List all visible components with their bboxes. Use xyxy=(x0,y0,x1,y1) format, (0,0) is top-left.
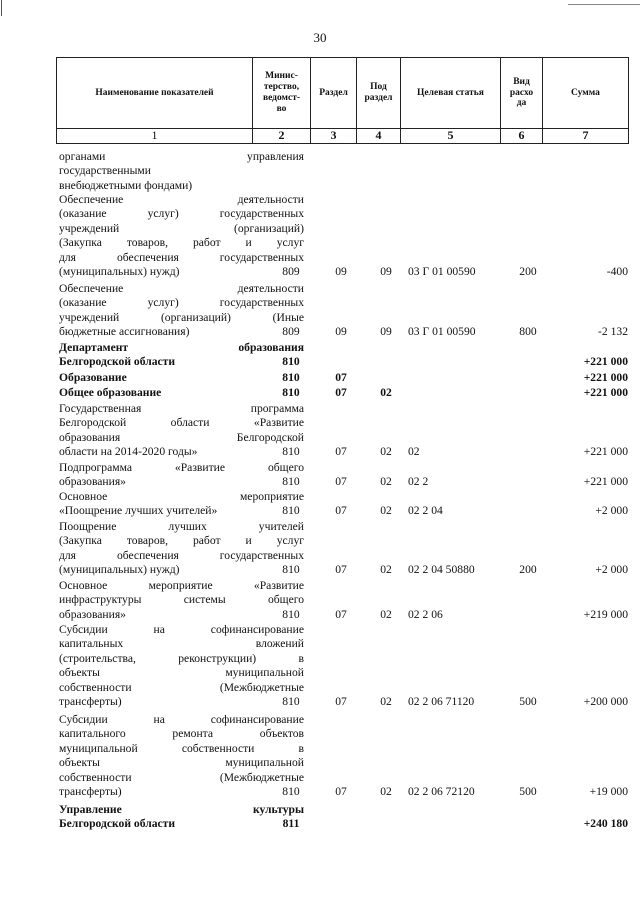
sum-value: -2 132 xyxy=(598,325,628,339)
description-line: образования Белгородской xyxy=(59,430,304,444)
header-name: Наименование показателей xyxy=(57,58,253,129)
description-line: для обеспечения государственных xyxy=(59,548,304,562)
ministry-code: 810 xyxy=(282,563,300,577)
sum-value: +221 000 xyxy=(583,355,628,369)
ministry-code: 810 xyxy=(282,784,300,798)
description-line: Департамент образования xyxy=(59,341,304,354)
expense-type: 200 xyxy=(519,264,537,278)
target-article: 02 xyxy=(408,445,420,459)
header-target: Целевая статья xyxy=(401,58,501,129)
header-num-7: 7 xyxy=(543,129,629,144)
subsection-code: 02 xyxy=(380,784,392,798)
description-line: Белгородской области «Развитие xyxy=(59,416,304,430)
header-num-2: 2 xyxy=(253,129,311,144)
description-line: Поощрение лучших учителей xyxy=(59,520,304,533)
section-code: 07 xyxy=(335,385,347,399)
description-line: трансферты) xyxy=(59,785,122,799)
table-row xyxy=(56,371,636,385)
sum-value: +200 000 xyxy=(583,694,628,708)
description-line: (оказание услуг) государственных xyxy=(59,296,304,310)
section-code: 07 xyxy=(335,694,347,708)
ministry-code: 810 xyxy=(282,694,300,708)
section-code: 07 xyxy=(335,563,347,577)
description-line: учреждений (организаций) xyxy=(59,221,304,235)
description-line: Обеспечение деятельности xyxy=(59,193,304,206)
subsection-code: 02 xyxy=(380,563,392,577)
subsection-code: 09 xyxy=(380,264,392,278)
section-code: 07 xyxy=(335,504,347,518)
description-line: объекты муниципальной xyxy=(59,756,304,770)
sum-value: +221 000 xyxy=(583,475,628,489)
subsection-code: 02 xyxy=(380,607,392,621)
expense-type: 500 xyxy=(519,694,537,708)
sum-value: +221 000 xyxy=(583,445,628,459)
target-article: 03 Г 01 00590 xyxy=(408,264,476,278)
description-line: (строительства, реконструкции) в xyxy=(59,651,304,665)
target-article: 02 2 04 50880 xyxy=(408,563,475,577)
target-article: 02 2 xyxy=(408,475,429,489)
target-article: 03 Г 01 00590 xyxy=(408,325,476,339)
sum-value: +221 000 xyxy=(583,370,628,384)
section-code: 09 xyxy=(335,325,347,339)
description-line: (Закупка товаров, работ и услуг xyxy=(59,236,304,250)
sum-value: +19 000 xyxy=(589,784,628,798)
description-line: образования» xyxy=(59,475,126,489)
section-code: 07 xyxy=(335,784,347,798)
sum-value: +221 000 xyxy=(583,385,628,399)
description-line: бюджетные ассигнования) xyxy=(59,325,190,339)
table-row xyxy=(56,282,636,340)
description-line: Подпрограмма «Развитие общего xyxy=(59,461,304,474)
table-row xyxy=(56,402,636,460)
description-line: собственности (Межбюджетные xyxy=(59,770,304,784)
ministry-code: 810 xyxy=(282,475,300,489)
ministry-code: 811 xyxy=(282,817,300,831)
expense-type: 800 xyxy=(519,325,537,339)
table-row xyxy=(56,579,636,622)
expense-type: 200 xyxy=(519,563,537,577)
description-line: Субсидии на софинансирование xyxy=(59,623,304,636)
section-code: 07 xyxy=(335,370,347,384)
description-line: (Закупка товаров, работ и услуг xyxy=(59,534,304,548)
description-line: капитальных вложений xyxy=(59,637,304,651)
description-line: инфраструктуры системы общего xyxy=(59,593,304,607)
sum-value: +2 000 xyxy=(595,504,628,518)
section-code: 07 xyxy=(335,445,347,459)
description-line: органами управления xyxy=(59,150,304,163)
description-line: Основное мероприятие xyxy=(59,490,304,503)
header-section: Раздел xyxy=(311,58,357,129)
description-line: внебюджетными фондами) xyxy=(59,178,193,192)
header-num-3: 3 xyxy=(311,129,357,144)
header-ministry: Минис- терство, ведомст- во xyxy=(253,58,311,129)
table-row xyxy=(56,341,636,370)
scan-edge-line xyxy=(568,4,640,5)
description-line: «Поощрение лучших учителей» xyxy=(59,504,218,518)
header-subsection: Под раздел xyxy=(357,58,401,129)
table-row xyxy=(56,713,636,799)
ministry-code: 810 xyxy=(282,607,300,621)
description-line: Субсидии на софинансирование xyxy=(59,713,304,726)
subsection-code: 02 xyxy=(380,694,392,708)
description-line: капитального ремонта объектов xyxy=(59,727,304,741)
row-description xyxy=(59,150,304,193)
description-line: Государственная программа xyxy=(59,402,304,415)
table-row xyxy=(56,520,636,578)
ministry-code: 810 xyxy=(282,370,300,384)
description-line: (оказание услуг) государственных xyxy=(59,207,304,221)
target-article: 02 2 06 71120 xyxy=(408,694,475,708)
sum-value: -400 xyxy=(606,264,628,278)
table-row xyxy=(56,803,636,832)
ministry-code: 810 xyxy=(282,355,300,369)
target-article: 02 2 06 xyxy=(408,607,443,621)
subsection-code: 02 xyxy=(380,475,392,489)
description-line: государственными xyxy=(59,164,151,178)
subsection-code: 02 xyxy=(380,504,392,518)
sum-value: +2 000 xyxy=(595,563,628,577)
section-code: 07 xyxy=(335,607,347,621)
target-article: 02 2 06 72120 xyxy=(408,784,475,798)
ministry-code: 809 xyxy=(282,325,300,339)
table-row xyxy=(56,193,636,279)
header-num-4: 4 xyxy=(357,129,401,144)
description-line: Белгородской области xyxy=(59,355,176,369)
header-sum: Сумма xyxy=(543,58,629,129)
sum-value: +219 000 xyxy=(583,607,628,621)
page-number: 30 xyxy=(313,30,327,45)
description-line: (муниципальных) нужд) xyxy=(59,563,180,577)
description-line: Образование xyxy=(59,371,127,384)
ministry-code: 809 xyxy=(282,264,300,278)
ministry-code: 810 xyxy=(282,504,300,518)
ministry-code: 810 xyxy=(282,385,300,399)
target-article: 02 2 04 xyxy=(408,504,443,518)
description-line: Общее образование xyxy=(59,386,162,399)
subsection-code: 02 xyxy=(380,445,392,459)
description-line: Основное мероприятие «Развитие xyxy=(59,579,304,592)
description-line: Белгородской области xyxy=(59,817,176,831)
table-row xyxy=(56,386,636,400)
section-code: 07 xyxy=(335,475,347,489)
section-code: 09 xyxy=(335,264,347,278)
description-line: муниципальной собственности в xyxy=(59,741,304,755)
ministry-code: 810 xyxy=(282,445,300,459)
subsection-code: 02 xyxy=(380,385,392,399)
table-row xyxy=(56,461,636,490)
table-row xyxy=(56,490,636,519)
table-row xyxy=(56,623,636,709)
header-expense-type: Вид расхо да xyxy=(501,58,543,129)
description-line: собственности (Межбюджетные xyxy=(59,680,304,694)
budget-table-header xyxy=(56,57,629,144)
description-line: учреждений (организаций) (Иные xyxy=(59,310,304,324)
description-line: (муниципальных) нужд) xyxy=(59,265,180,279)
sum-value: +240 180 xyxy=(583,817,628,831)
expense-type: 500 xyxy=(519,784,537,798)
table-row xyxy=(56,150,636,193)
header-num-5: 5 xyxy=(401,129,501,144)
description-line: для обеспечения государственных xyxy=(59,250,304,264)
description-line: Управление культуры xyxy=(59,803,304,816)
description-line: объекты муниципальной xyxy=(59,666,304,680)
description-line: Обеспечение деятельности xyxy=(59,282,304,295)
header-num-6: 6 xyxy=(501,129,543,144)
scan-edge-mark xyxy=(1,0,2,16)
description-line: трансферты) xyxy=(59,695,122,709)
header-num-1: 1 xyxy=(57,129,253,144)
subsection-code: 09 xyxy=(380,325,392,339)
description-line: образования» xyxy=(59,607,126,621)
description-line: области на 2014-2020 годы» xyxy=(59,445,198,459)
